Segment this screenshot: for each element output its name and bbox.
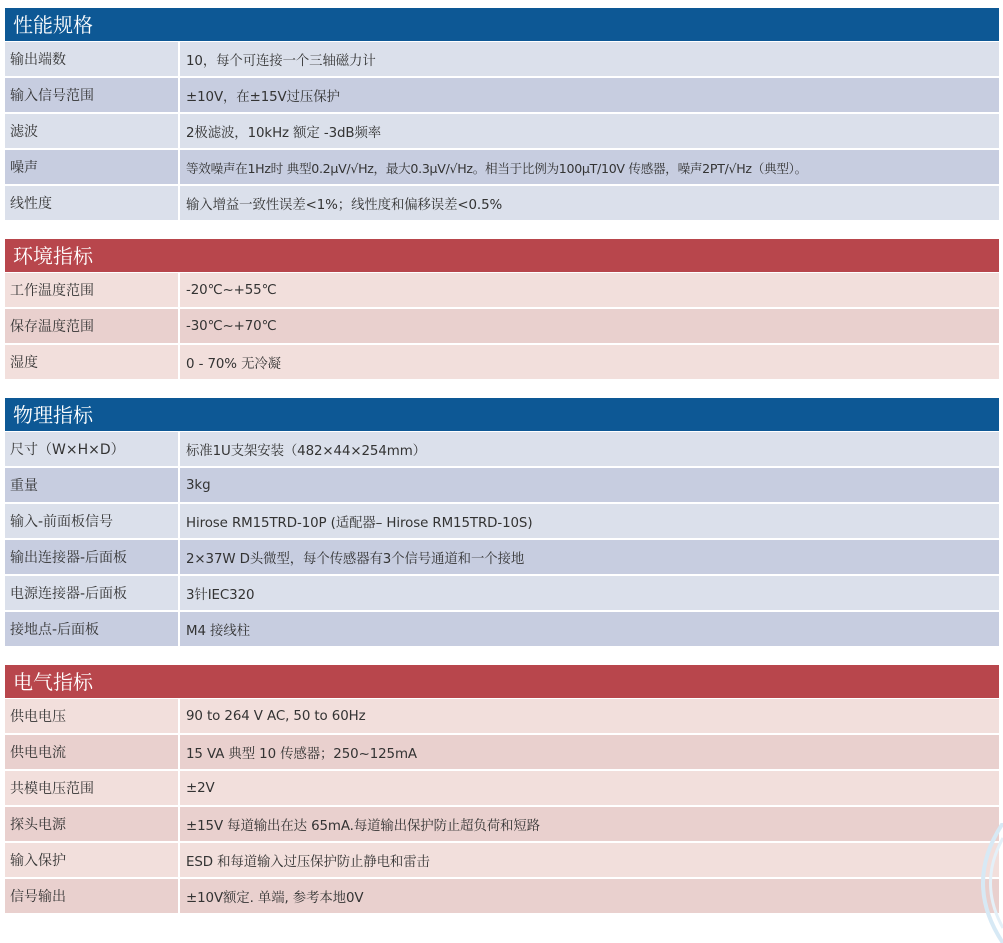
section-performance: [5, 8, 999, 222]
row-value: ±10V额定. 单端, 参考本地0V: [180, 879, 999, 913]
table-row: [5, 186, 999, 222]
row-label: 输入-前面板信号: [5, 504, 178, 538]
table-row: [5, 468, 999, 504]
row-value: M4 接线柱: [180, 612, 999, 646]
row-value: -20℃~+55℃: [180, 273, 999, 307]
row-label: 工作温度范围: [5, 273, 178, 307]
row-label: 供电电流: [5, 735, 178, 769]
row-value: 2极滤波，10kHz 额定 -3dB频率: [180, 114, 999, 148]
decorative-arc-graphic: [933, 823, 1003, 943]
table-row: [5, 78, 999, 114]
row-label: 共模电压范围: [5, 771, 178, 805]
row-label: 输出连接器-后面板: [5, 540, 178, 574]
row-label: 噪声: [5, 150, 178, 184]
table-row: [5, 432, 999, 468]
row-value: ±10V，在±15V过压保护: [180, 78, 999, 112]
section-electrical: [5, 665, 999, 915]
row-value: 输入增益一致性误差<1%；线性度和偏移误差<0.5%: [180, 186, 999, 220]
row-value: ESD 和每道输入过压保护防止静电和雷击: [180, 843, 999, 877]
table-row: [5, 879, 999, 915]
row-label: 接地点-后面板: [5, 612, 178, 646]
row-value: 3kg: [180, 468, 999, 502]
table-row: [5, 504, 999, 540]
section-environment: [5, 239, 999, 381]
row-value: 2×37W D头微型，每个传感器有3个信号通道和一个接地: [180, 540, 999, 574]
row-value: ±15V 每道输出在达 65mA.每道输出保护防止超负荷和短路: [180, 807, 999, 841]
section-title: 电气指标: [5, 665, 999, 699]
section-title: 物理指标: [5, 398, 999, 432]
row-label: 湿度: [5, 345, 178, 379]
row-value: 标准1U支架安装（482×44×254mm）: [180, 432, 999, 466]
row-label: 滤波: [5, 114, 178, 148]
row-value: Hirose RM15TRD-10P (适配器– Hirose RM15TRD-10S): [180, 504, 999, 538]
table-row: [5, 771, 999, 807]
row-label: 电源连接器-后面板: [5, 576, 178, 610]
row-value: -30℃~+70℃: [180, 309, 999, 343]
table-row: [5, 576, 999, 612]
table-row: [5, 735, 999, 771]
table-row: [5, 309, 999, 345]
row-label: 尺寸（W×H×D）: [5, 432, 178, 466]
row-value: 等效噪声在1Hz时 典型0.2μV/√Hz，最大0.3μV/√Hz。相当于比例为100μT/10V 传感器，噪声2PT/√Hz（典型）。: [180, 150, 999, 184]
section-title: 性能规格: [5, 8, 999, 42]
row-value: 90 to 264 V AC, 50 to 60Hz: [180, 699, 999, 733]
table-row: [5, 345, 999, 381]
row-label: 探头电源: [5, 807, 178, 841]
row-label: 保存温度范围: [5, 309, 178, 343]
table-row: [5, 612, 999, 648]
row-label: 重量: [5, 468, 178, 502]
table-row: [5, 807, 999, 843]
table-row: [5, 699, 999, 735]
row-value: 15 VA 典型 10 传感器；250~125mA: [180, 735, 999, 769]
row-value: 10，每个可连接一个三轴磁力计: [180, 42, 999, 76]
row-value: ±2V: [180, 771, 999, 805]
row-label: 线性度: [5, 186, 178, 220]
table-row: [5, 114, 999, 150]
row-label: 输出端数: [5, 42, 178, 76]
section-physical: [5, 398, 999, 648]
table-row: [5, 42, 999, 78]
table-row: [5, 273, 999, 309]
row-label: 信号输出: [5, 879, 178, 913]
table-row: [5, 540, 999, 576]
row-value: 0 - 70% 无冷凝: [180, 345, 999, 379]
row-value: 3针IEC320: [180, 576, 999, 610]
table-row: [5, 150, 999, 186]
table-row: [5, 843, 999, 879]
row-label: 输入信号范围: [5, 78, 178, 112]
row-label: 输入保护: [5, 843, 178, 877]
spec-sheet: [5, 8, 999, 932]
row-label: 供电电压: [5, 699, 178, 733]
section-title: 环境指标: [5, 239, 999, 273]
